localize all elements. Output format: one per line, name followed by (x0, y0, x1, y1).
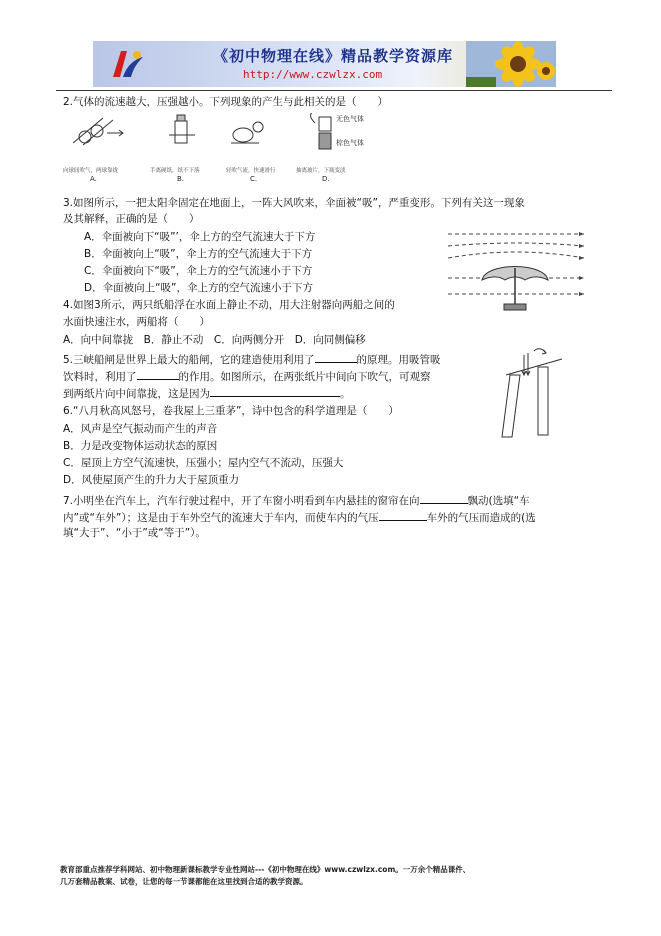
gas-label-brown: 棕色气体 (336, 139, 364, 147)
q5-line1-part-b: 的原理。用吸管吸 (356, 354, 441, 366)
q2-caption-b: 手离硬纸，纸不下落 (150, 168, 200, 174)
q5-blank-1[interactable] (315, 351, 357, 363)
q2-caption-a: 向球间吹气，两球靠拢 (63, 168, 119, 174)
q4-line2: 水面快速注水，两船将（ ） (63, 316, 210, 328)
q3-line2: 及其解释，正确的是（ ） (63, 213, 200, 225)
site-logo-icon (107, 47, 147, 81)
page-footer (60, 864, 470, 888)
header-banner (93, 41, 556, 87)
figure-c-coin (231, 122, 263, 143)
footer-line-2: 几万套精品教案、试卷，让您的每一节课都能在这里找到合适的教学资源。 (60, 877, 308, 886)
q7-line2-part-b: 车外的气压而造成的(选 (426, 512, 536, 524)
q5-blank-3[interactable] (210, 385, 340, 397)
q7-line3: 填“大于”、“小于”或“等于”）。 (63, 527, 206, 539)
banner-title: 《初中物理在线》精品教学资源库 (213, 47, 454, 65)
q7-line2-part-a: 内”或“车外”）；这是由于车外空气的流速大于车内，而使车内的气压 (63, 512, 379, 524)
q7-blank-2[interactable] (379, 509, 427, 521)
q7-line2 (63, 509, 536, 525)
q7-blank-1[interactable] (420, 492, 468, 504)
q6-text: 6.“八月秋高风怒号，卷我屋上三重茅”，诗中包含的科学道理是（ ） (63, 405, 399, 417)
q5-line1-part-a: 5.三峡船闸是世界上最大的船闸，它的建造使用利用了 (63, 354, 315, 366)
q3-option-b: B．伞面被向上“吸”，伞上方的空气流速大于下方 (84, 248, 313, 260)
q3-option-d: D．伞面被向上“吸”，伞上方的空气流速小于下方 (84, 282, 313, 294)
q5-blank-2[interactable] (137, 368, 179, 380)
q5-line2-part-b: 的作用。如图所示，在两张纸片中间向下吹气，可观察 (178, 371, 431, 383)
q4-line1: 4.如图3所示，两只纸船浮在水面上静止不动，用大注射器向两船之间的 (63, 299, 395, 311)
figure-b-paper-card (169, 115, 195, 143)
banner-url: http://www.czwlzx.com (243, 68, 383, 81)
q3-option-a: A．伞面被向下“吸”’，伞上方的空气流速大于下方 (84, 231, 316, 243)
q2-caption-c: 轻吹气流，快速滑行 (226, 168, 276, 174)
footer-line-1: 教育部重点推荐学科网站、初中物理新课标教学专业性网站---《初中物理在线》www.czwlzx.com。一万余个精品课件、 (60, 865, 471, 874)
q7-line1 (63, 492, 530, 508)
q4-options: A．向中间靠拢 B．静止不动 C．向两侧分开 D．向同侧偏移 (63, 334, 366, 346)
q7-line1-part-a: 7.小明坐在汽车上，汽车行驶过程中，开了车窗小明看到车内悬挂的窗帘在向 (63, 495, 420, 507)
sunflower-icon (466, 41, 556, 87)
q2-text: 2.气体的流速越大，压强越小。下列现象的产生与此相关的是（ ） (63, 96, 389, 108)
header-divider (56, 90, 612, 91)
q6-option-c: C．屋顶上方空气流速快，压强小；屋内空气不流动，压强大 (63, 457, 344, 469)
umbrella-figure (444, 228, 589, 312)
q5-line3 (63, 385, 351, 401)
q2-figures (63, 113, 363, 163)
q6-option-a: A．风声是空气振动而产生的声音 (63, 423, 218, 435)
q5-line2 (63, 368, 431, 384)
q2-caption-d: 抽离玻片，下瓶变淡 (296, 168, 346, 174)
q3-line1: 3.如图所示，一把太阳伞固定在地面上，一阵大风吹来，伞面被“吸”，严重变形。下列有关这一现象 (63, 197, 525, 209)
q2-letter-a: A. (90, 175, 97, 183)
q5-line3-part-b: 。 (340, 388, 351, 400)
figure-a-two-balls (73, 118, 123, 145)
two-papers-figure (500, 345, 580, 445)
q5-line2-part-a: 饮料时，利用了 (63, 371, 137, 383)
q2-letter-c: C. (250, 175, 258, 183)
q2-letter-b: B. (177, 175, 185, 183)
q6-option-b: B．力是改变物体运动状态的原因 (63, 440, 218, 452)
q3-option-c: C．伞面被向下“吸”，伞上方的空气流速小于下方 (84, 265, 313, 277)
q6-option-d: D．风使屋顶产生的升力大于屋顶重力 (63, 474, 240, 486)
q7-line1-part-b: 飘动(选填“车 (467, 495, 530, 507)
q5-line3-part-a: 到两纸片向中间靠拢，这是因为 (63, 388, 210, 400)
q2-letter-d: D. (322, 175, 330, 183)
q5-line1 (63, 351, 441, 367)
figure-d-gas-bottles (311, 113, 332, 149)
gas-label-colorless: 无色气体 (336, 115, 364, 123)
